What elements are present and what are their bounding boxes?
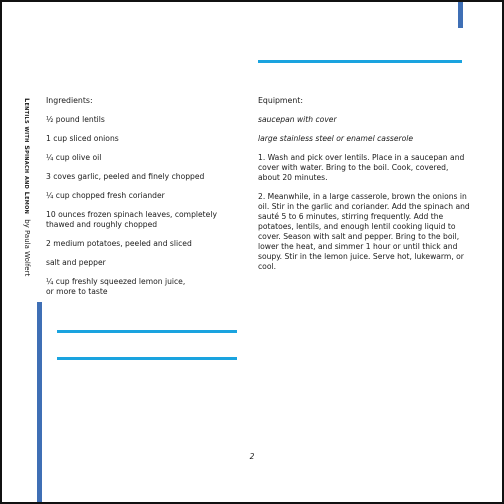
ingredient-item: ¼ cup freshly squeezed lemon juice, or more to taste [46,277,186,296]
ingredient-item: 2 medium potatoes, peeled and sliced [46,239,192,248]
top-vertical-accent-bar [458,2,463,28]
bottom-vertical-accent-bar [37,302,42,504]
vertical-title-block [24,98,36,278]
equipment-item: saucepan with cover [258,115,337,124]
equipment-heading: Equipment: [258,96,303,105]
ingredient-item: 10 ounces frozen spinach leaves, completely thawed and roughly chopped [46,210,217,229]
instruction-step: 1. Wash and pick over lentils. Place in a saucepan and cover with water. Bring to the boil. Cook, covered, about 20 minutes. [258,153,465,182]
ingredients-section [46,96,241,306]
page-number: 2 [249,452,255,461]
ingredients-heading: Ingredients: [46,96,93,105]
middle-horizontal-rule-2 [57,357,237,360]
ingredient-item: 1 cup sliced onions [46,134,119,143]
recipe-author: by Paula Wolfert [23,219,31,277]
ingredient-item: ½ pound lentils [46,115,105,124]
ingredient-item: salt and pepper [46,258,106,267]
ingredient-item: ¼ cup olive oil [46,153,102,162]
ingredient-item: ¼ cup chopped fresh coriander [46,191,165,200]
equipment-section [258,96,470,281]
equipment-item: large stainless steel or enamel casserole [258,134,414,143]
ingredient-item: 3 coves garlic, peeled and finely chopped [46,172,205,181]
top-horizontal-rule [258,60,462,63]
recipe-title: Lentils with Spinach and Lemon [23,98,31,215]
middle-horizontal-rule-1 [57,330,237,333]
instruction-step: 2. Meanwhile, in a large casserole, brown the onions in oil. Stir in the garlic and coriander. Add the spinach and sauté 5 to 6 minutes, stirring frequently. Add the potatoes, lentils, and enough lentil cooking liquid to cover. Season with salt and pepper. Bring to the boil, lower the heat, and simmer 1 hour or until thick and soupy. Stir in the lemon juice. Serve hot, lukewarm, or cool. [258,192,470,271]
